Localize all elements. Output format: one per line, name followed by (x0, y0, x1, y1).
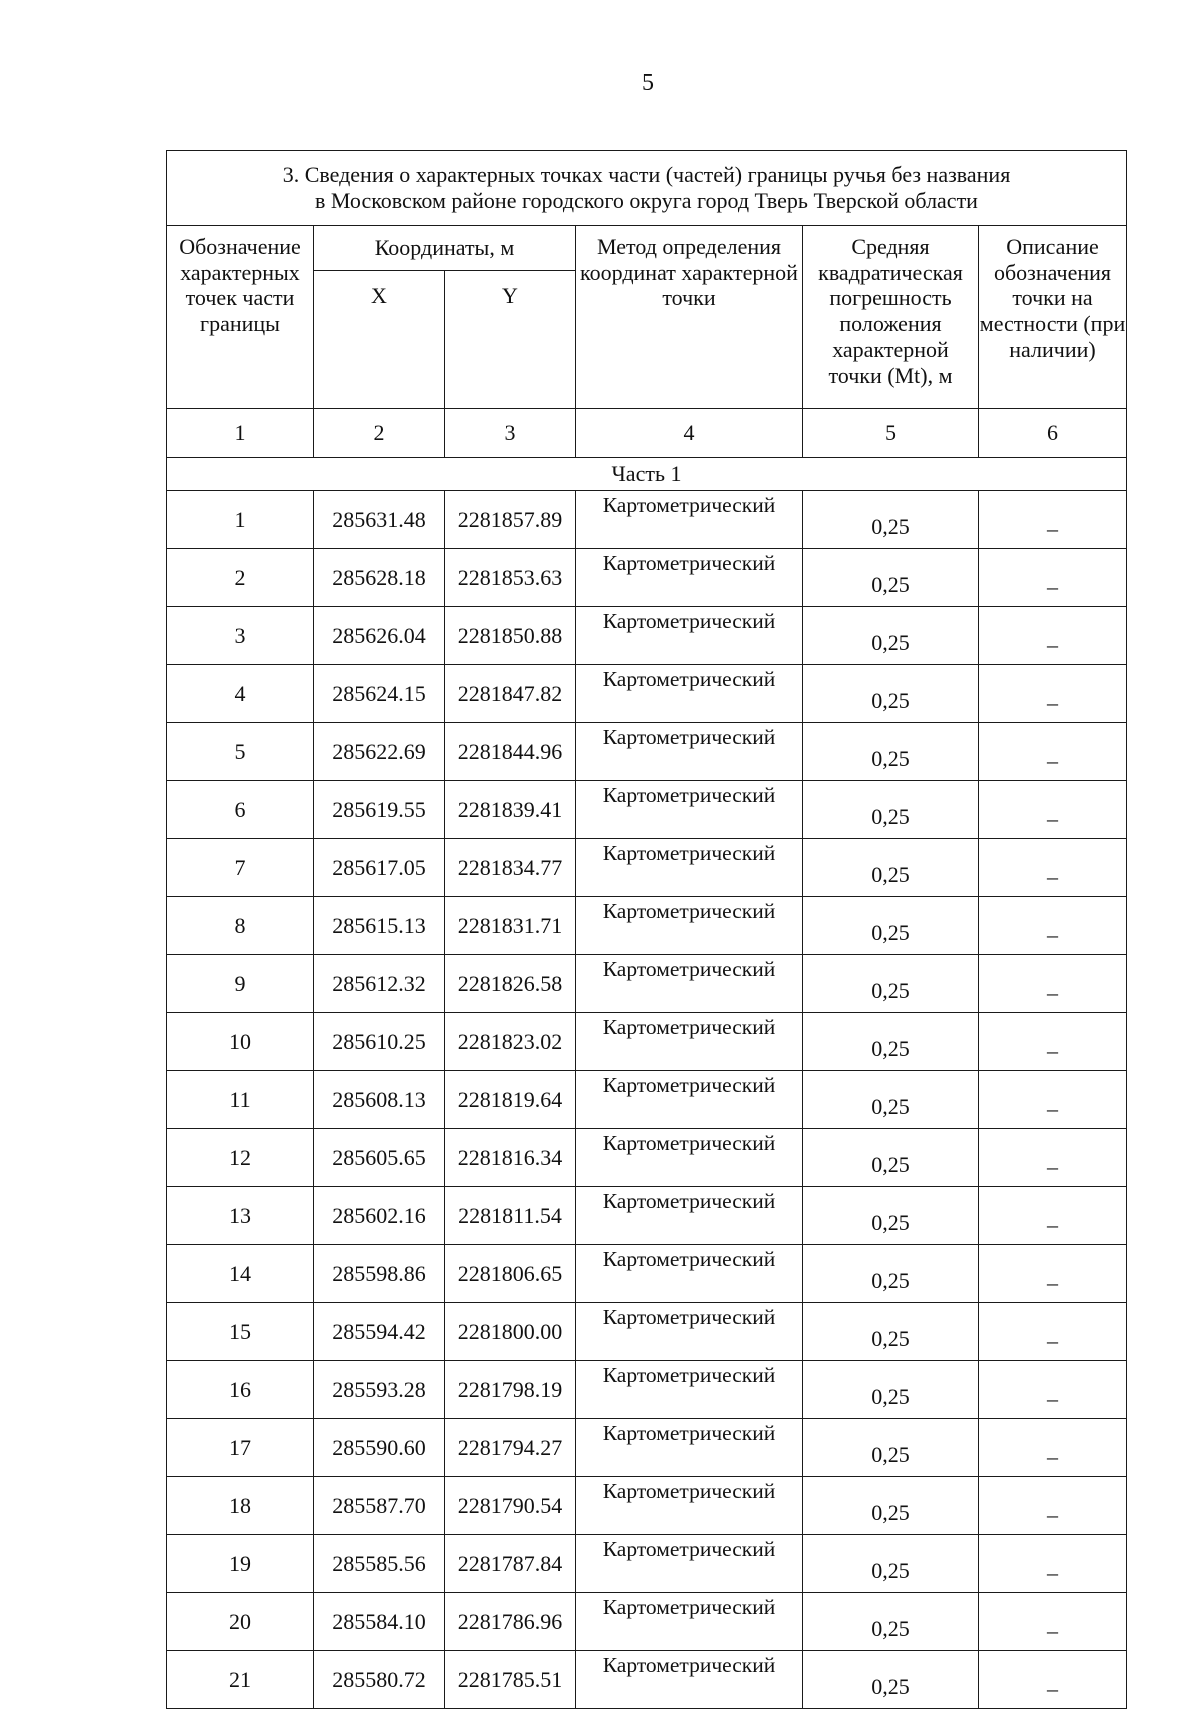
x-coordinate-cell: 285608.13 (314, 1071, 445, 1129)
error-cell: 0,25 (803, 491, 979, 549)
y-coordinate-cell: 2281857.89 (445, 491, 576, 549)
method-cell: Картометрический (576, 1535, 803, 1593)
description-cell: – (979, 1013, 1127, 1071)
table-row (167, 1419, 1127, 1477)
error-cell: 0,25 (803, 1419, 979, 1477)
header-error: Средняя квадратическая погрешность положения характерной точки (Mt), м (803, 226, 979, 409)
error-cell: 0,25 (803, 839, 979, 897)
point-number-cell: 21 (167, 1651, 314, 1709)
column-number: 6 (979, 409, 1127, 458)
error-cell: 0,25 (803, 549, 979, 607)
part-row (167, 458, 1127, 491)
x-coordinate-cell: 285622.69 (314, 723, 445, 781)
y-coordinate-cell: 2281811.54 (445, 1187, 576, 1245)
x-coordinate-cell: 285594.42 (314, 1303, 445, 1361)
method-cell: Картометрический (576, 1071, 803, 1129)
description-cell: – (979, 665, 1127, 723)
x-coordinate-cell: 285631.48 (314, 491, 445, 549)
x-coordinate-cell: 285584.10 (314, 1593, 445, 1651)
table-title-line-1: 3. Сведения о характерных точках части (частей) границы ручья без названия (282, 162, 1011, 188)
column-number: 5 (803, 409, 979, 458)
method-cell: Картометрический (576, 897, 803, 955)
method-cell: Картометрический (576, 1245, 803, 1303)
error-cell: 0,25 (803, 1535, 979, 1593)
table-body (167, 151, 1127, 1709)
table-row (167, 1071, 1127, 1129)
y-coordinate-cell: 2281839.41 (445, 781, 576, 839)
description-cell: – (979, 1303, 1127, 1361)
y-coordinate-cell: 2281844.96 (445, 723, 576, 781)
method-cell: Картометрический (576, 723, 803, 781)
y-coordinate-cell: 2281847.82 (445, 665, 576, 723)
table-row (167, 1187, 1127, 1245)
description-cell: – (979, 723, 1127, 781)
method-cell: Картометрический (576, 1361, 803, 1419)
description-cell: – (979, 955, 1127, 1013)
x-coordinate-cell: 285602.16 (314, 1187, 445, 1245)
error-cell: 0,25 (803, 781, 979, 839)
method-cell: Картометрический (576, 955, 803, 1013)
header-description: Описание обозначения точки на местности (при наличии) (979, 226, 1127, 409)
point-number-cell: 10 (167, 1013, 314, 1071)
point-number-cell: 9 (167, 955, 314, 1013)
y-coordinate-cell: 2281850.88 (445, 607, 576, 665)
method-cell: Картометрический (576, 1013, 803, 1071)
error-cell: 0,25 (803, 1593, 979, 1651)
y-coordinate-cell: 2281785.51 (445, 1651, 576, 1709)
table-row (167, 1129, 1127, 1187)
y-coordinate-cell: 2281794.27 (445, 1419, 576, 1477)
description-cell: – (979, 1535, 1127, 1593)
description-cell: – (979, 781, 1127, 839)
description-cell: – (979, 1419, 1127, 1477)
x-coordinate-cell: 285610.25 (314, 1013, 445, 1071)
point-number-cell: 18 (167, 1477, 314, 1535)
error-cell: 0,25 (803, 1013, 979, 1071)
x-coordinate-cell: 285587.70 (314, 1477, 445, 1535)
part-label: Часть 1 (167, 458, 1127, 491)
y-coordinate-cell: 2281816.34 (445, 1129, 576, 1187)
y-coordinate-cell: 2281853.63 (445, 549, 576, 607)
description-cell: – (979, 1651, 1127, 1709)
x-coordinate-cell: 285617.05 (314, 839, 445, 897)
table-row (167, 781, 1127, 839)
table-row (167, 549, 1127, 607)
description-cell: – (979, 1129, 1127, 1187)
y-coordinate-cell: 2281787.84 (445, 1535, 576, 1593)
error-cell: 0,25 (803, 1303, 979, 1361)
table-row (167, 1535, 1127, 1593)
description-cell: – (979, 839, 1127, 897)
description-cell: – (979, 549, 1127, 607)
error-cell: 0,25 (803, 607, 979, 665)
description-cell: – (979, 1593, 1127, 1651)
x-coordinate-cell: 285580.72 (314, 1651, 445, 1709)
method-cell: Картометрический (576, 1651, 803, 1709)
column-numbers-row (167, 409, 1127, 458)
point-number-cell: 7 (167, 839, 314, 897)
table-title (167, 151, 1127, 226)
x-coordinate-cell: 285615.13 (314, 897, 445, 955)
table-row (167, 1303, 1127, 1361)
table-row (167, 1013, 1127, 1071)
error-cell: 0,25 (803, 1651, 979, 1709)
description-cell: – (979, 491, 1127, 549)
point-number-cell: 11 (167, 1071, 314, 1129)
method-cell: Картометрический (576, 549, 803, 607)
y-coordinate-cell: 2281834.77 (445, 839, 576, 897)
x-coordinate-cell: 285626.04 (314, 607, 445, 665)
description-cell: – (979, 1071, 1127, 1129)
description-cell: – (979, 1245, 1127, 1303)
description-cell: – (979, 607, 1127, 665)
method-cell: Картометрический (576, 1129, 803, 1187)
x-coordinate-cell: 285605.65 (314, 1129, 445, 1187)
x-coordinate-cell: 285619.55 (314, 781, 445, 839)
point-number-cell: 6 (167, 781, 314, 839)
title-row (167, 151, 1127, 226)
header-coordinates: Координаты, м (314, 226, 576, 271)
column-number: 2 (314, 409, 445, 458)
description-cell: – (979, 1361, 1127, 1419)
description-cell: – (979, 1187, 1127, 1245)
y-coordinate-cell: 2281790.54 (445, 1477, 576, 1535)
point-number-cell: 12 (167, 1129, 314, 1187)
table-title-line-2: в Московском районе городского округа город Тверь Тверской области (315, 188, 978, 213)
x-coordinate-cell: 285593.28 (314, 1361, 445, 1419)
table-row (167, 607, 1127, 665)
page-number: 5 (642, 70, 654, 96)
point-number-cell: 14 (167, 1245, 314, 1303)
point-number-cell: 1 (167, 491, 314, 549)
y-coordinate-cell: 2281819.64 (445, 1071, 576, 1129)
table-row (167, 1361, 1127, 1419)
x-coordinate-cell: 285628.18 (314, 549, 445, 607)
y-coordinate-cell: 2281800.00 (445, 1303, 576, 1361)
column-number: 3 (445, 409, 576, 458)
column-number: 4 (576, 409, 803, 458)
method-cell: Картометрический (576, 781, 803, 839)
error-cell: 0,25 (803, 955, 979, 1013)
x-coordinate-cell: 285612.32 (314, 955, 445, 1013)
error-cell: 0,25 (803, 1361, 979, 1419)
point-number-cell: 13 (167, 1187, 314, 1245)
point-number-cell: 4 (167, 665, 314, 723)
method-cell: Картометрический (576, 1187, 803, 1245)
y-coordinate-cell: 2281786.96 (445, 1593, 576, 1651)
method-cell: Картометрический (576, 1593, 803, 1651)
header-method: Метод определения координат характерной точки (576, 226, 803, 409)
header-x: X (314, 271, 445, 409)
method-cell: Картометрический (576, 491, 803, 549)
error-cell: 0,25 (803, 723, 979, 781)
method-cell: Картометрический (576, 839, 803, 897)
table-row (167, 665, 1127, 723)
table-row (167, 491, 1127, 549)
error-cell: 0,25 (803, 665, 979, 723)
y-coordinate-cell: 2281831.71 (445, 897, 576, 955)
table-row (167, 1651, 1127, 1709)
point-number-cell: 3 (167, 607, 314, 665)
x-coordinate-cell: 285590.60 (314, 1419, 445, 1477)
table-row (167, 1477, 1127, 1535)
method-cell: Картометрический (576, 665, 803, 723)
description-cell: – (979, 897, 1127, 955)
error-cell: 0,25 (803, 1071, 979, 1129)
method-cell: Картометрический (576, 607, 803, 665)
coordinates-table (166, 150, 1127, 1709)
error-cell: 0,25 (803, 1129, 979, 1187)
description-cell: – (979, 1477, 1127, 1535)
point-number-cell: 17 (167, 1419, 314, 1477)
x-coordinate-cell: 285624.15 (314, 665, 445, 723)
y-coordinate-cell: 2281806.65 (445, 1245, 576, 1303)
point-number-cell: 19 (167, 1535, 314, 1593)
error-cell: 0,25 (803, 1477, 979, 1535)
table-row (167, 955, 1127, 1013)
point-number-cell: 5 (167, 723, 314, 781)
point-number-cell: 15 (167, 1303, 314, 1361)
y-coordinate-cell: 2281826.58 (445, 955, 576, 1013)
method-cell: Картометрический (576, 1303, 803, 1361)
table-row (167, 1593, 1127, 1651)
method-cell: Картометрический (576, 1477, 803, 1535)
header-y: Y (445, 271, 576, 409)
table-row (167, 897, 1127, 955)
header-point: Обозначение характерных точек части границы (167, 226, 314, 409)
y-coordinate-cell: 2281798.19 (445, 1361, 576, 1419)
x-coordinate-cell: 285585.56 (314, 1535, 445, 1593)
column-number: 1 (167, 409, 314, 458)
table-row (167, 839, 1127, 897)
table-row (167, 1245, 1127, 1303)
error-cell: 0,25 (803, 1245, 979, 1303)
x-coordinate-cell: 285598.86 (314, 1245, 445, 1303)
error-cell: 0,25 (803, 1187, 979, 1245)
y-coordinate-cell: 2281823.02 (445, 1013, 576, 1071)
table-row (167, 723, 1127, 781)
point-number-cell: 20 (167, 1593, 314, 1651)
point-number-cell: 2 (167, 549, 314, 607)
header-row-1 (167, 226, 1127, 271)
point-number-cell: 8 (167, 897, 314, 955)
method-cell: Картометрический (576, 1419, 803, 1477)
error-cell: 0,25 (803, 897, 979, 955)
point-number-cell: 16 (167, 1361, 314, 1419)
